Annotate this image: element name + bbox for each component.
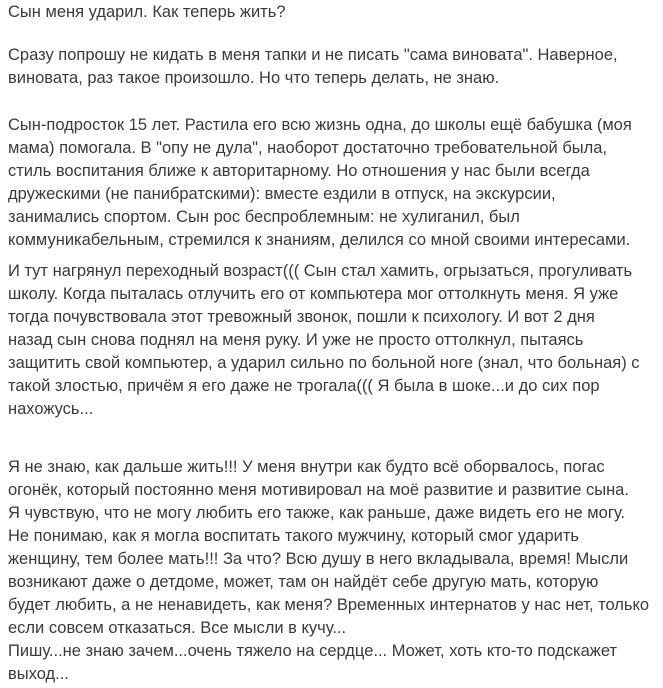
text-line: Сразу попрошу не кидать в меня тапки и не писать "сама виновата". Наверное,: [8, 46, 618, 64]
post-title: [8, 1, 286, 24]
text-line: женщину, тем более мать!!! За что? Всю душу в него вкладывала, время! Мысли: [8, 550, 629, 568]
title-text: Сын меня ударил. Как теперь жить?: [8, 3, 286, 21]
text-line: огонёк, который постоянно меня мотивировал на моё развитие и развитие сына.: [8, 481, 629, 499]
text-line: нахожусь...: [8, 400, 94, 418]
text-line: если совсем отказаться. Все мысли в кучу...: [8, 619, 347, 637]
text-line: стиль воспитания ближе к авторитарному. Но отношения у нас были всегда: [8, 162, 590, 180]
paragraph: [8, 44, 618, 90]
text-line: защитить свой компьютер, а ударил сильно по больной ноге (знал, что больная) с: [8, 354, 640, 372]
paragraph: [8, 456, 649, 686]
text-line: будет любить, а не ненавидеть, как меня? Временных интернатов у нас нет, только: [8, 596, 650, 614]
text-line: назад сын снова поднял на меня руку. И уже не просто оттолкнул, пытаясь: [8, 331, 584, 349]
text-line: выход...: [8, 665, 69, 683]
text-line: Пишу...не знаю зачем...очень тяжело на сердце... Может, хоть кто-то подскажет: [8, 642, 618, 660]
text-line: Не понимаю, как я могла воспитать такого мужчину, который смог ударить: [8, 527, 579, 545]
text-line: школу. Когда пыталась отлучить его от компьютера мог оттолкнуть меня. Я уже: [8, 285, 619, 303]
text-line: тогда почувствовала этот тревожный звонок, пошли к психологу. И вот 2 дня: [8, 308, 595, 326]
paragraph: [8, 114, 632, 252]
text-line: Сын-подросток 15 лет. Растила его всю жизнь одна, до школы ещё бабушка (моя: [8, 116, 632, 134]
text-line: дружескими (не панибратскими): вместе ездили в отпуск, на экскурсии,: [8, 185, 556, 203]
text-line: виновата, раз такое произошло. Но что теперь делать, не знаю.: [8, 69, 500, 87]
text-line: И тут нагрянул переходный возраст((( Сын стал хамить, огрызаться, прогуливать: [8, 262, 633, 280]
text-line: возникают даже о детдоме, может, там он найдёт себе другую мать, которую: [8, 573, 599, 591]
paragraph: [8, 260, 640, 421]
text-line: Я не знаю, как дальше жить!!! У меня внутри как будто всё оборвалось, погас: [8, 458, 605, 476]
text-line: мама) помогала. В "опу не дула", наоборот достаточно требовательной была,: [8, 139, 608, 157]
text-line: Я чувствую, что не могу любить его также, как раньше, даже видеть его не могу.: [8, 504, 626, 522]
text-line: коммуникабельным, стремился к знаниям, делился со мной своими интересами.: [8, 231, 631, 249]
text-line: занимались спортом. Сын рос беспроблемным: не хулиганил, был: [8, 208, 520, 226]
text-line: такой злостью, причём я его даже не трогала((( Я была в шоке...и до сих пор: [8, 377, 600, 395]
